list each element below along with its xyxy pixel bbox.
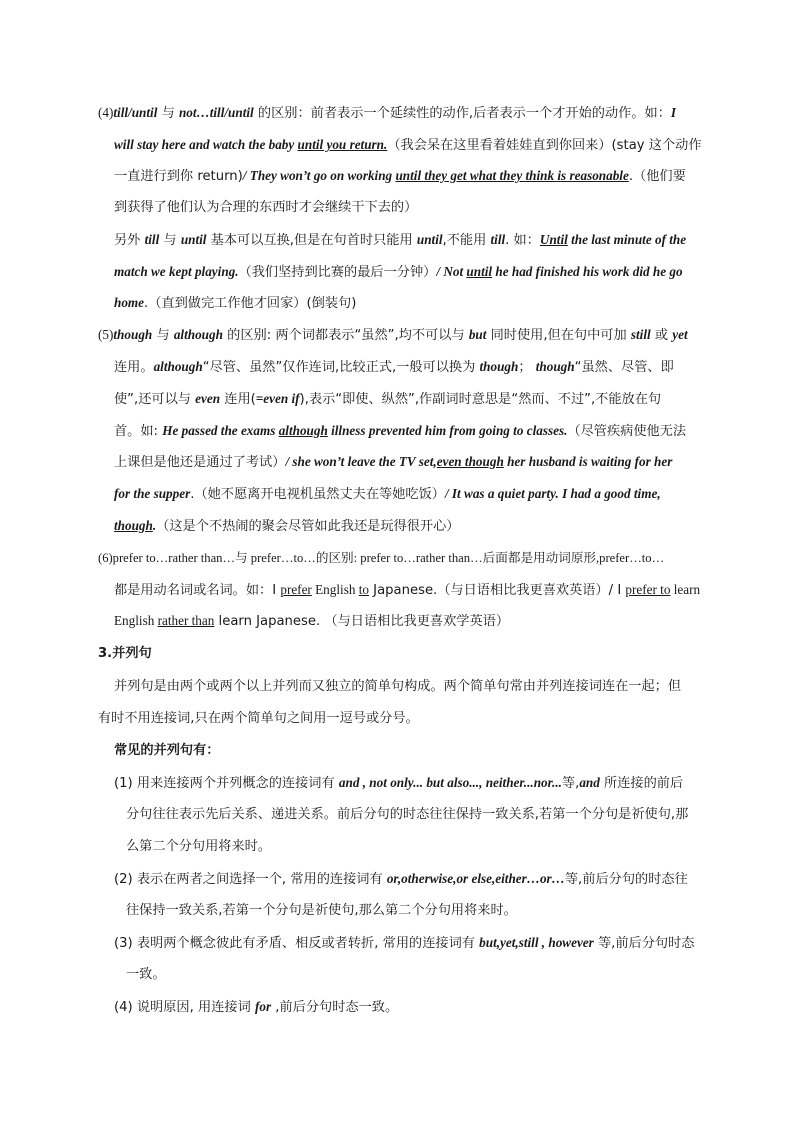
example: I (670, 105, 677, 120)
term: still (630, 327, 651, 342)
s5-line2 (114, 358, 674, 377)
item-number: (5) (98, 327, 114, 342)
list-item-2-line1 (114, 870, 688, 889)
list-item-3-line2: 一致。 (126, 967, 166, 982)
text: (2) 表示在两者之间选择一个, 常用的连接词有 (114, 872, 387, 887)
section-heading: 3.并列句 (98, 646, 152, 661)
list-item-1-line3: 么第二个分句用将来时。 (126, 839, 272, 854)
term: till (490, 232, 506, 247)
example-underlined: even though (436, 454, 504, 469)
term: but,yet,still , however (479, 935, 594, 950)
s5-line1 (98, 326, 688, 345)
term: though (113, 327, 153, 342)
term: until (180, 232, 207, 247)
example: for the supper (114, 486, 191, 501)
example-underlined: prefer (280, 582, 312, 597)
term: till/until (113, 105, 158, 120)
term: and , not only... but also..., neither...nor... (338, 775, 562, 790)
term: yet (672, 327, 688, 342)
text: 连用。 (114, 360, 154, 375)
example-underlined: rather than (157, 613, 215, 628)
term: and (579, 775, 600, 790)
s6-line2 (114, 581, 700, 600)
s5-line5 (114, 453, 672, 472)
example: / Not (436, 264, 467, 279)
example-underlined: until you return. (297, 137, 388, 152)
text: 与 (157, 106, 179, 121)
text: ),表示“即使、纵然”,作副词时意思是“然而、不过”,不能放在句 (299, 392, 662, 407)
example-underlined: though (114, 518, 153, 533)
list-item-1-line1 (114, 774, 683, 793)
text: 等,前后分句时态 (593, 936, 695, 951)
term: though (479, 359, 519, 374)
example: / They won’t go on working (242, 168, 396, 183)
text: 基本可以互换,但是在句首时只能用 (206, 233, 417, 248)
translation: （我会呆在这里看着娃娃直到你回来）(stay 这个动作 (387, 138, 702, 153)
s5-line6 (114, 485, 661, 504)
text: (3) 表明两个概念彼此有矛盾、相反或者转折, 常用的连接词有 (114, 936, 480, 951)
text: (4) 说明原因, 用连接词 (114, 1000, 255, 1015)
text: ,不能用 (442, 233, 491, 248)
s4-line6 (114, 263, 683, 282)
text: “尽管、虽然”仅作连词,比较正式,一般可以换为 (202, 360, 480, 375)
term: or,otherwise,or else,either…or… (386, 871, 565, 886)
example-underlined: prefer to (625, 582, 671, 597)
text: 的区别：前者表示一个延续性的动作,后者表示一个才开始的动作。如： (253, 106, 671, 121)
example: the last minute of the (567, 232, 687, 247)
s4-line4 (114, 199, 417, 217)
term: although (173, 327, 223, 342)
s4-line7 (114, 294, 356, 313)
text: 首。如: (114, 424, 163, 439)
list-item-3-line1 (114, 934, 695, 953)
text: 与 (152, 328, 174, 343)
term: till (144, 232, 160, 247)
example: learn (670, 582, 701, 597)
example: / It was a quiet party. I had a good time, (444, 486, 661, 501)
term: not…till/until (178, 105, 254, 120)
subheading: 常见的并列句有： (114, 743, 220, 758)
text: 都是用动名词或名词。如：I (114, 583, 281, 598)
term: =even if (255, 391, 300, 406)
example: . (152, 518, 157, 533)
s4-line1 (98, 104, 676, 123)
paragraph-line: 并列句是由两个或两个以上并列而又独立的简单句构成。两个简单句常由并列连接词连在一起；但 (114, 679, 682, 694)
translation: 到获得了他们认为合理的东西时才会继续干下去的） (114, 200, 418, 215)
translation: （尽管疾病使他无法 (567, 424, 687, 439)
s5-line7 (114, 517, 459, 536)
example-underlined: until they get what they think is reasonable (395, 168, 629, 183)
example: he had finished his work did he go (492, 264, 683, 279)
text: 或 (650, 328, 673, 343)
text: 另外 (114, 233, 145, 248)
s4-line2 (114, 136, 702, 155)
paragraph-line: 有时不用连接词,只在两个简单句之间用一逗号或分号。 (98, 711, 419, 726)
translation: .（他们要 (628, 169, 686, 184)
example: will stay here and watch the baby (114, 137, 298, 152)
text: 等,前后分句的时态往 (564, 872, 688, 887)
example: her husband is waiting for her (503, 454, 673, 469)
list-item-2-line2: 往保持一致关系,若第一个分句是祈使句,那么第二个分句用将来时。 (126, 903, 517, 918)
text: 同时使用,但在句中可加 (486, 328, 631, 343)
text: 连用( (220, 392, 256, 407)
example: / she won’t leave the TV set, (285, 454, 437, 469)
text: 与 (159, 233, 181, 248)
example: illness prevented him from going to classes. (327, 423, 568, 438)
example: match we kept playing. (114, 264, 239, 279)
text: . 如： (505, 233, 540, 248)
s5-line3 (114, 390, 661, 409)
example: He passed the exams (162, 423, 279, 438)
term: but (468, 327, 487, 342)
translation: （这是个不热闹的聚会尽管如此我还是玩得很开心） (156, 519, 460, 534)
example-underlined: Until (539, 232, 568, 247)
text: 一直进行到你 return) (114, 169, 243, 184)
term: although (153, 359, 203, 374)
text: 的区别: 两个词都表示“虽然”,均不可以与 (222, 328, 469, 343)
term: until (416, 232, 443, 247)
text: 使”,还可以与 (114, 392, 196, 407)
term: even (195, 391, 221, 406)
s6-line1 (98, 549, 664, 567)
translation: 上课但是他还是通过了考试） (114, 455, 286, 470)
s6-line3 (114, 612, 509, 631)
s4-line3 (114, 167, 686, 186)
translation: .（她不愿离开电视机虽然丈夫在等她吃饭） (190, 487, 445, 502)
text: ； (518, 360, 536, 375)
s5-line4 (114, 422, 686, 441)
translation: Japanese.（与日语相比我更喜欢英语）/ I (368, 583, 626, 598)
example: home (114, 295, 145, 310)
s4-line5 (114, 231, 686, 250)
example: English (114, 613, 158, 628)
term: for (254, 999, 272, 1014)
example: English (311, 582, 359, 597)
text: “虽然、尽管、即 (574, 360, 674, 375)
text: (6)prefer to…rather than…与 prefer…to…的区别: prefer to…rather than…后面都是用动词原形,prefer…to… (98, 551, 665, 565)
text: (1) 用来连接两个并列概念的连接词有 (114, 776, 339, 791)
term: though (535, 359, 575, 374)
example-underlined: until (466, 264, 493, 279)
list-item-4-line1 (114, 998, 398, 1017)
example-underlined: although (278, 423, 328, 438)
text: ,前后分句时态一致。 (271, 1000, 399, 1015)
translation: （我们坚持到比赛的最后一分钟） (238, 265, 437, 280)
text: 所连接的前后 (599, 776, 684, 791)
item-number: (4) (98, 105, 114, 120)
translation: learn Japanese. （与日语相比我更喜欢学英语） (214, 614, 510, 629)
translation: .（直到做完工作他才回家）(倒装句) (144, 296, 357, 311)
list-item-1-line2: 分句往往表示先后关系、递进关系。前后分句的时态往往保持一致关系,若第一个分句是祈使句,那 (126, 807, 689, 822)
example-underlined: to (358, 582, 369, 597)
text: 等, (561, 776, 580, 791)
